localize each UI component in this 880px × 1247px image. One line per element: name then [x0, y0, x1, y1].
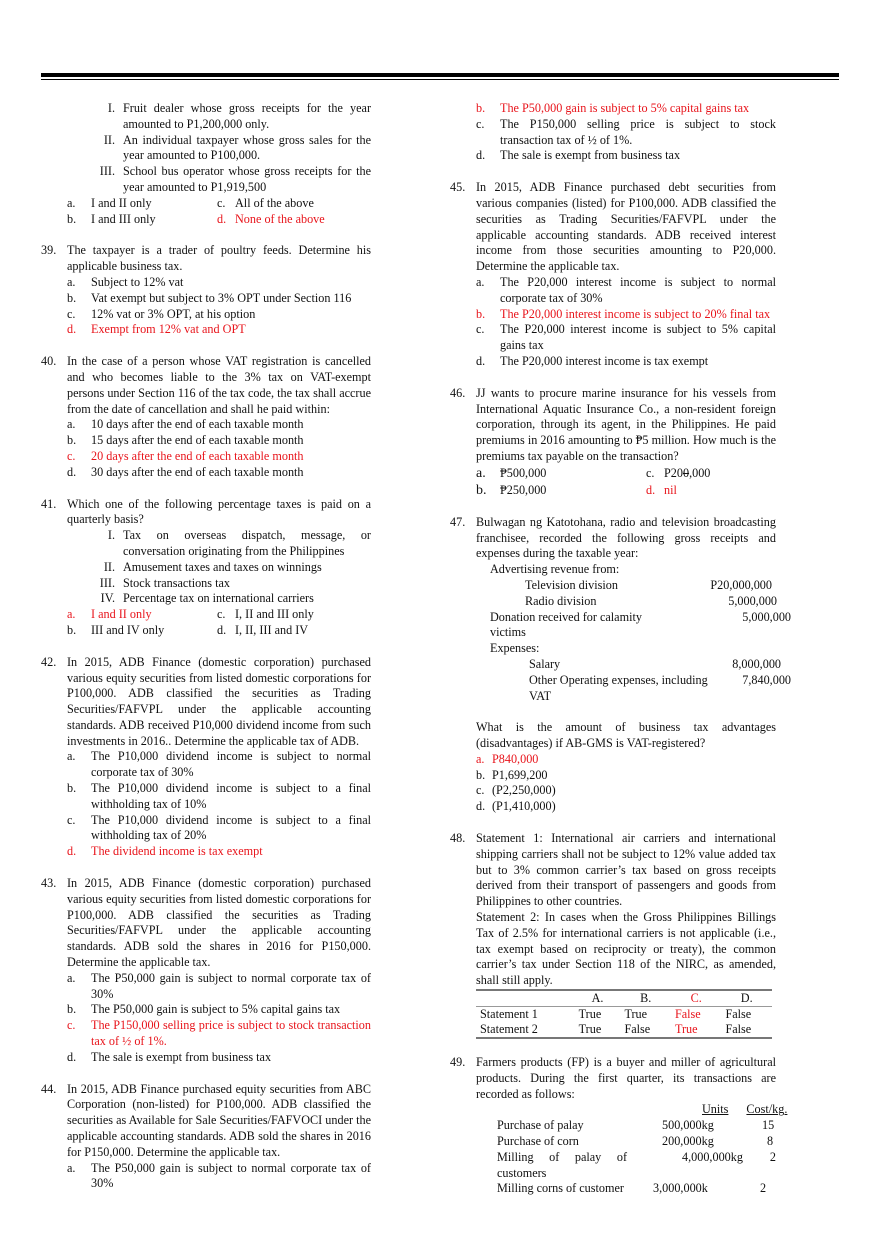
expenses-label: Expenses: — [490, 641, 540, 656]
transaction-row: Purchase of corn 200,000kg 8 — [497, 1134, 774, 1149]
question-stem: 42. In 2015, ADB Finance (domestic corporation) purchased various equity securities from listed domestic corporations for P100,000. ADB classified the securities as Trading Securities/FAFVPL under the applicable accounting standards. ADB received P10,000 dividend income from such investments in 2016.. Determine the applicable tax of ADB. — [41, 654, 371, 748]
option-text: All of the above — [235, 195, 314, 210]
financial-row: Donation received for calamity victims 5,000,000 — [490, 609, 791, 640]
option: d. 30 days after the end of each taxable month — [67, 464, 304, 479]
option: d. The sale is exempt from business tax — [67, 1049, 272, 1064]
option-text: None of the above — [235, 211, 325, 226]
question-38-continued — [41, 101, 371, 227]
question-44 — [41, 1082, 371, 1193]
option: a. The P50,000 gain is subject to normal corporate tax of 30% — [67, 1160, 371, 1191]
option-row: a. I and II only c. I, II and III only — [67, 607, 314, 622]
question-stem: 47. Bulwagan ng Katotohana, radio and television broadcasting franchisee, recorded the following gross receipts and expenses during the taxable year: — [450, 514, 776, 561]
question-stem: 44. In 2015, ADB Finance purchased equity securities from ABC Corporation (non-listed) for P100,000. ADB classified the securities as Available for Sale Securities/FAFVOCI under the applicable accounting standards. ADB sold the shares in 2016 for P150,000. Determine the applicable tax. — [41, 1081, 371, 1159]
option: d. (P1,410,000) — [476, 799, 556, 814]
question-43 — [41, 876, 371, 1066]
question-47 — [450, 514, 791, 815]
correct-answer: c. The P150,000 selling price is subject to stock transaction tax of ½ of 1%. — [67, 1018, 371, 1049]
question-stem: 49. Farmers products (FP) is a buyer and miller of agricultural products. During the first quarter, its transactions are recorded as follows: — [450, 1055, 776, 1101]
roman-item: II. An individual taxpayer whose gross sales for the year amounted to P100,000. — [103, 132, 371, 163]
correct-answer: d. Exempt from 12% vat and OPT — [67, 322, 246, 337]
correct-answer: d. The dividend income is tax exempt — [67, 844, 263, 859]
roman-item: I. Fruit dealer whose gross receipts for the year amounted to P1,200,000 only. — [107, 101, 371, 131]
header-rule-thick — [41, 73, 839, 77]
option-row: b. I and III only d. None of the above — [67, 211, 325, 226]
roman-item: II. Amusement taxes and taxes on winnings — [103, 559, 322, 574]
question-48 — [450, 831, 776, 1039]
question-45 — [450, 180, 776, 370]
table-header-row: A. B. C. D. — [476, 990, 772, 1007]
roman-item: IV. Percentage tax on international carriers — [100, 591, 314, 606]
table-row: Statement 1 True True False False — [480, 1007, 752, 1022]
table-row: Statement 2 True False True False — [476, 1022, 772, 1038]
option: a. The P10,000 dividend income is subject to normal corporate tax of 30% — [67, 749, 371, 780]
question-42 — [41, 655, 371, 860]
left-column — [41, 101, 371, 1208]
option: b. The P10,000 dividend income is subject to a final withholding tax of 10% — [67, 781, 371, 811]
option-text: I and III only — [91, 211, 156, 226]
roman-item: III. School bus operator whose gross receipts for the year amounted to P1,919,500 — [99, 164, 371, 194]
statement-2: Statement 2: In cases when the Gross Philippines Billings Tax of 2.5% for international carriers is not applicable (i.e., tax exempt based on reciprocity or treaty), the common carrier’s tax under Section 118 of the NIRC, as amended, shall still apply. — [476, 910, 776, 988]
correct-answer: a. I and II only — [67, 607, 152, 622]
financial-row: Radio division 5,000,000 — [525, 593, 777, 608]
option: c. (P2,250,000) — [476, 783, 556, 798]
transaction-row: Purchase of palay 500,000kg 15 — [497, 1118, 775, 1133]
option-row: a. I and II only c. All of the above — [67, 195, 314, 210]
option: c. The P20,000 interest income is subject to 5% capital gains tax — [476, 322, 776, 353]
statement-answer-table — [476, 989, 772, 1039]
question-41 — [41, 497, 371, 639]
financial-row: Television division P20,000,000 — [525, 577, 772, 592]
question-44-continued — [450, 101, 776, 164]
correct-answer: d. nil — [646, 482, 677, 497]
question-46 — [450, 386, 776, 499]
financial-row: Other Operating expenses, including VAT 7,840,000 — [529, 672, 791, 703]
transaction-row: Milling of palay of customers 4,000,000kg 2 — [497, 1149, 776, 1180]
correct-answer: c. 20 days after the end of each taxable month — [67, 448, 304, 463]
correct-answer: b. The P50,000 gain is subject to 5% capital gains tax — [476, 101, 750, 115]
option: a. The P20,000 interest income is subject to normal corporate tax of 30% — [476, 274, 776, 305]
question-stem: 40. In the case of a person whose VAT registration is cancelled and who becomes liable to the 3% tax on VAT-exempt persons under Section 116 of the tax code, the tax shall accrue from the date of cancellation and shall he paid within: — [41, 354, 371, 416]
option: d. The P20,000 interest income is tax exempt — [476, 353, 709, 368]
question-39 — [41, 243, 371, 338]
correct-answer: b. The P20,000 interest income is subject to 20% final tax — [476, 306, 771, 321]
option-text: I and II only — [91, 195, 152, 210]
header-rule-thin — [41, 79, 839, 80]
advertising-label: Advertising revenue from: — [490, 562, 620, 577]
option: c. 12% vat or 3% OPT, at his option — [67, 306, 256, 321]
correct-answer: d. None of the above — [217, 211, 325, 226]
right-column — [450, 101, 791, 1213]
option-row: b. ₱250,000 d. nil — [476, 482, 677, 498]
option: a. 10 days after the end of each taxable month — [67, 417, 304, 432]
option: b. P1,699,200 — [476, 767, 548, 782]
question-stem: 39. The taxpayer is a trader of poultry feeds. Determine his applicable business tax. — [41, 243, 371, 274]
roman-item: I. Tax on overseas dispatch, message, or conversation originating from the Philippines — [107, 528, 371, 558]
option: d. The sale is exempt from business tax — [476, 148, 681, 163]
option-row: a. ₱500,000 c. P200,000 — [476, 465, 711, 481]
question-stem: 46. JJ wants to procure marine insurance for his vessels from International Aquatic Insurance Co., a non-resident foreign corporation, through its agent, in the Philippines. He paid premiums in 2016 amounting to ₱5 million. How much is the premiums tax payable on the transaction? — [450, 385, 776, 463]
question-text: What is the amount of business tax advantages (disadvantages) if AB-GMS is VAT-registered? — [476, 720, 776, 751]
option: a. Subject to 12% vat — [67, 274, 184, 289]
option: c. The P10,000 dividend income is subject to a final withholding tax of 20% — [67, 812, 371, 843]
option: a. The P50,000 gain is subject to normal corporate tax of 30% — [67, 970, 371, 1001]
option: b. The P50,000 gain is subject to 5% capital gains tax — [67, 1002, 341, 1017]
financial-row: Salary 8,000,000 — [529, 656, 781, 671]
option: c. The P150,000 selling price is subject to stock transaction tax of ½ of 1%. — [476, 116, 776, 147]
question-stem: 41. Which one of the following percentage taxes is paid on a quarterly basis? — [41, 496, 371, 527]
option-row: b. III and IV only d. I, II, III and IV — [67, 622, 309, 637]
statement-1: 48. Statement 1: International air carriers and international shipping carriers shall not be subject to 12% value added tax but to 3% common carrier’s tax based on gross receipts derived from their transport of passengers and goods from Philippines to other countries. — [450, 831, 776, 909]
roman-item: III. Stock transactions tax — [99, 575, 230, 590]
question-40 — [41, 354, 371, 480]
units-header: Units Cost/kg. — [702, 1102, 788, 1117]
correct-answer: a. P840,000 — [476, 751, 539, 766]
transaction-row: Milling corns of customer 3,000,000k 2 — [497, 1181, 767, 1196]
question-stem: 45. In 2015, ADB Finance purchased debt securities from various companies (listed) for P100,000. ADB classified the securities as Trading Securities/FAFVPL under the applicable accounting standards. ADB received interest income from those securities amounting to P20,000. Determine the applicable tax. — [450, 180, 776, 274]
option: b. Vat exempt but subject to 3% OPT under Section 116 — [67, 290, 352, 305]
question-49 — [450, 1055, 788, 1197]
question-stem: 43. In 2015, ADB Finance (domestic corporation) purchased various equity securities from listed domestic corporations for P100,000. ADB classified the securities as Trading Securities/FAFVPL under the applicable accounting standards. ADB sold the shares in 2016 for P150,000. Determine the applicable tax. — [41, 876, 371, 970]
option: b. 15 days after the end of each taxable month — [67, 433, 304, 448]
